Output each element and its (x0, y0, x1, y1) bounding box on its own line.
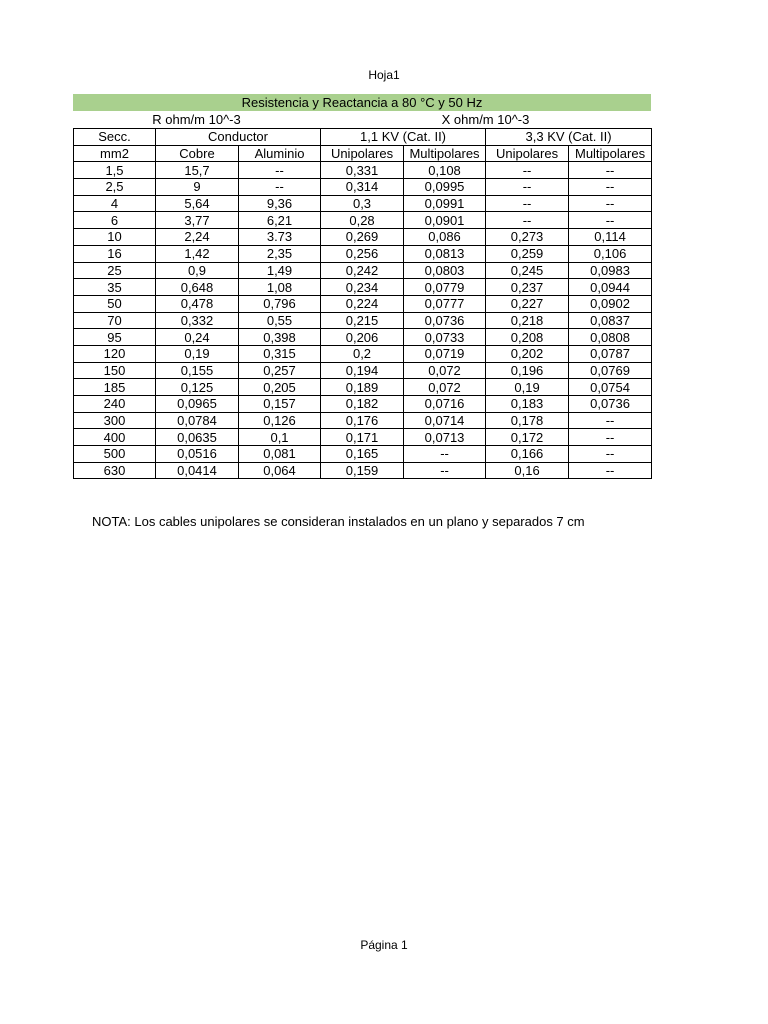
table-cell: 0,257 (239, 362, 321, 379)
table-cell: 9,36 (239, 195, 321, 212)
table-cell: 0,178 (486, 412, 569, 429)
table-cell: 0,208 (486, 329, 569, 346)
table-cell: 0,245 (486, 262, 569, 279)
table-cell: 0,648 (156, 279, 239, 296)
table-cell: 0,172 (486, 429, 569, 446)
table-cell: 150 (74, 362, 156, 379)
table-cell: 0,273 (486, 229, 569, 246)
table-cell: 0,224 (321, 295, 404, 312)
table-cell: 0,0716 (404, 396, 486, 413)
table-cell: 0,0983 (569, 262, 652, 279)
kv-3-3-header: 3,3 KV (Cat. II) (486, 129, 652, 146)
table-cell: 0,16 (486, 462, 569, 479)
mm2-header: mm2 (74, 145, 156, 162)
table-cell: 1,5 (74, 162, 156, 179)
table-cell: 2,24 (156, 229, 239, 246)
table-cell: 0,086 (404, 229, 486, 246)
table-cell: 0,796 (239, 295, 321, 312)
table-cell: 0,28 (321, 212, 404, 229)
table-cell: 500 (74, 446, 156, 463)
table-cell: 0,227 (486, 295, 569, 312)
table-cell: 0,0808 (569, 329, 652, 346)
table-cell: 70 (74, 312, 156, 329)
table-cell: 1,49 (239, 262, 321, 279)
section-header: Secc. (74, 129, 156, 146)
table-cell: 185 (74, 379, 156, 396)
table-cell: 0,0733 (404, 329, 486, 346)
table-cell: 0,259 (486, 245, 569, 262)
table-cell: 0,0787 (569, 345, 652, 362)
table-cell: 0,331 (321, 162, 404, 179)
table-cell: 0,166 (486, 446, 569, 463)
table-cell: 0,106 (569, 245, 652, 262)
table-row (74, 412, 652, 429)
table-cell: 0,081 (239, 446, 321, 463)
table-cell: 0,125 (156, 379, 239, 396)
table-cell: 0,196 (486, 362, 569, 379)
table-cell: 0,237 (486, 279, 569, 296)
table-cell: 25 (74, 262, 156, 279)
table-cell: 0,194 (321, 362, 404, 379)
conductor-header: Conductor (156, 129, 321, 146)
table-cell: -- (569, 212, 652, 229)
table-cell: 0,0414 (156, 462, 239, 479)
table-cell: 0,0991 (404, 195, 486, 212)
table-cell: 0,0719 (404, 345, 486, 362)
table-cell: 0,126 (239, 412, 321, 429)
aluminio-header: Aluminio (239, 145, 321, 162)
table-row (74, 295, 652, 312)
table-row (74, 362, 652, 379)
table-row (74, 429, 652, 446)
table-cell: -- (569, 412, 652, 429)
table-cell: 15,7 (156, 162, 239, 179)
table-cell: 95 (74, 329, 156, 346)
table-cell: 0,256 (321, 245, 404, 262)
table-cell: 2,35 (239, 245, 321, 262)
table-cell: 0,0777 (404, 295, 486, 312)
table-cell: 120 (74, 345, 156, 362)
table-cell: 0,0965 (156, 396, 239, 413)
page-number: Página 1 (360, 938, 408, 952)
table-cell: 5,64 (156, 195, 239, 212)
table-cell: 0,1 (239, 429, 321, 446)
table-cell: 0,215 (321, 312, 404, 329)
table-cell: 0,19 (486, 379, 569, 396)
table-cell: 4 (74, 195, 156, 212)
table-body (74, 162, 652, 479)
table-cell: 0,176 (321, 412, 404, 429)
table-cell: 0,55 (239, 312, 321, 329)
reactance-unit-label: X ohm/m 10^-3 (441, 112, 530, 127)
table-cell: 0,478 (156, 295, 239, 312)
table-cell: 0,108 (404, 162, 486, 179)
table-cell: 300 (74, 412, 156, 429)
table-cell: -- (569, 462, 652, 479)
table-cell: -- (239, 162, 321, 179)
table-cell: 0,314 (321, 179, 404, 196)
table-row (74, 245, 652, 262)
units-row (73, 111, 651, 128)
table-cell: 0,0516 (156, 446, 239, 463)
table-cell: -- (404, 446, 486, 463)
table-cell: 0,315 (239, 345, 321, 362)
table-row (74, 262, 652, 279)
table-cell: 0,0902 (569, 295, 652, 312)
table-cell: 0,202 (486, 345, 569, 362)
table-cell: 0,114 (569, 229, 652, 246)
multipolares-3-3-header: Multipolares (569, 145, 652, 162)
table-cell: 2,5 (74, 179, 156, 196)
table-cell: 0,218 (486, 312, 569, 329)
table-row (74, 462, 652, 479)
table-cell: 0,0944 (569, 279, 652, 296)
table-cell: 0,072 (404, 379, 486, 396)
table-cell: 0,0813 (404, 245, 486, 262)
table-row (74, 212, 652, 229)
table-cell: 0,3 (321, 195, 404, 212)
table-row (74, 312, 652, 329)
table-cell: 0,19 (156, 345, 239, 362)
table-cell: 0,234 (321, 279, 404, 296)
table-cell: 0,183 (486, 396, 569, 413)
table-cell: 0,269 (321, 229, 404, 246)
table-cell: 0,24 (156, 329, 239, 346)
table-cell: 0,206 (321, 329, 404, 346)
table-cell: 50 (74, 295, 156, 312)
table-cell: 10 (74, 229, 156, 246)
table-row (74, 162, 652, 179)
table-cell: 0,0901 (404, 212, 486, 229)
table-cell: 0,0784 (156, 412, 239, 429)
table-cell: 16 (74, 245, 156, 262)
kv-1-1-header: 1,1 KV (Cat. II) (321, 129, 486, 146)
multipolares-1-1-header: Multipolares (404, 145, 486, 162)
table-cell: 0,0736 (569, 396, 652, 413)
table-cell: -- (486, 212, 569, 229)
table-cell: 0,189 (321, 379, 404, 396)
table-cell: -- (569, 429, 652, 446)
table-cell: 0,0837 (569, 312, 652, 329)
table-cell: -- (569, 179, 652, 196)
table-cell: 400 (74, 429, 156, 446)
table-cell: 0,171 (321, 429, 404, 446)
table-cell: 6 (74, 212, 156, 229)
unipolares-3-3-header: Unipolares (486, 145, 569, 162)
table-cell: 0,157 (239, 396, 321, 413)
table-cell: 240 (74, 396, 156, 413)
table-cell: -- (569, 446, 652, 463)
table-row (74, 179, 652, 196)
table-cell: 0,159 (321, 462, 404, 479)
table-cell: 0,0803 (404, 262, 486, 279)
table-cell: 0,165 (321, 446, 404, 463)
table-cell: 35 (74, 279, 156, 296)
table-title: Resistencia y Reactancia a 80 °C y 50 Hz (73, 94, 651, 111)
table-cell: 0,0713 (404, 429, 486, 446)
table-cell: -- (569, 195, 652, 212)
table-cell: 0,242 (321, 262, 404, 279)
cobre-header: Cobre (156, 145, 239, 162)
table-row (74, 329, 652, 346)
table-cell: -- (486, 179, 569, 196)
table-cell: 630 (74, 462, 156, 479)
table-cell: 9 (156, 179, 239, 196)
sub-header-row (74, 145, 652, 162)
table-cell: 0,064 (239, 462, 321, 479)
table-cell: -- (486, 195, 569, 212)
table-row (74, 345, 652, 362)
table-cell: 0,182 (321, 396, 404, 413)
table-cell: 3.73 (239, 229, 321, 246)
table-cell: 0,332 (156, 312, 239, 329)
table-cell: 0,9 (156, 262, 239, 279)
table-cell: -- (486, 162, 569, 179)
table-cell: 0,2 (321, 345, 404, 362)
note-text: NOTA: Los cables unipolares se consideran instalados en un plano y separados 7 cm (92, 514, 585, 529)
table-cell: 3,77 (156, 212, 239, 229)
table-cell: 0,0736 (404, 312, 486, 329)
table-row (74, 379, 652, 396)
table-cell: 0,155 (156, 362, 239, 379)
table-cell: -- (404, 462, 486, 479)
table-cell: 1,08 (239, 279, 321, 296)
table-cell: 6,21 (239, 212, 321, 229)
unipolares-1-1-header: Unipolares (321, 145, 404, 162)
table-cell: 0,0714 (404, 412, 486, 429)
table-row (74, 396, 652, 413)
table-cell: 1,42 (156, 245, 239, 262)
table-cell: 0,0995 (404, 179, 486, 196)
table-cell: 0,205 (239, 379, 321, 396)
resistance-unit-label: R ohm/m 10^-3 (152, 112, 241, 127)
table-cell: 0,0769 (569, 362, 652, 379)
table-row (74, 446, 652, 463)
table-row (74, 195, 652, 212)
table-cell: 0,0754 (569, 379, 652, 396)
table-cell: 0,0635 (156, 429, 239, 446)
table-cell: 0,0779 (404, 279, 486, 296)
table-row (74, 229, 652, 246)
table-cell: 0,398 (239, 329, 321, 346)
group-header-row (74, 129, 652, 146)
table-row (74, 279, 652, 296)
table-cell: 0,072 (404, 362, 486, 379)
table-cell: -- (569, 162, 652, 179)
cable-data-table (73, 128, 652, 479)
sheet-name: Hoja1 (368, 68, 400, 82)
table-cell: -- (239, 179, 321, 196)
